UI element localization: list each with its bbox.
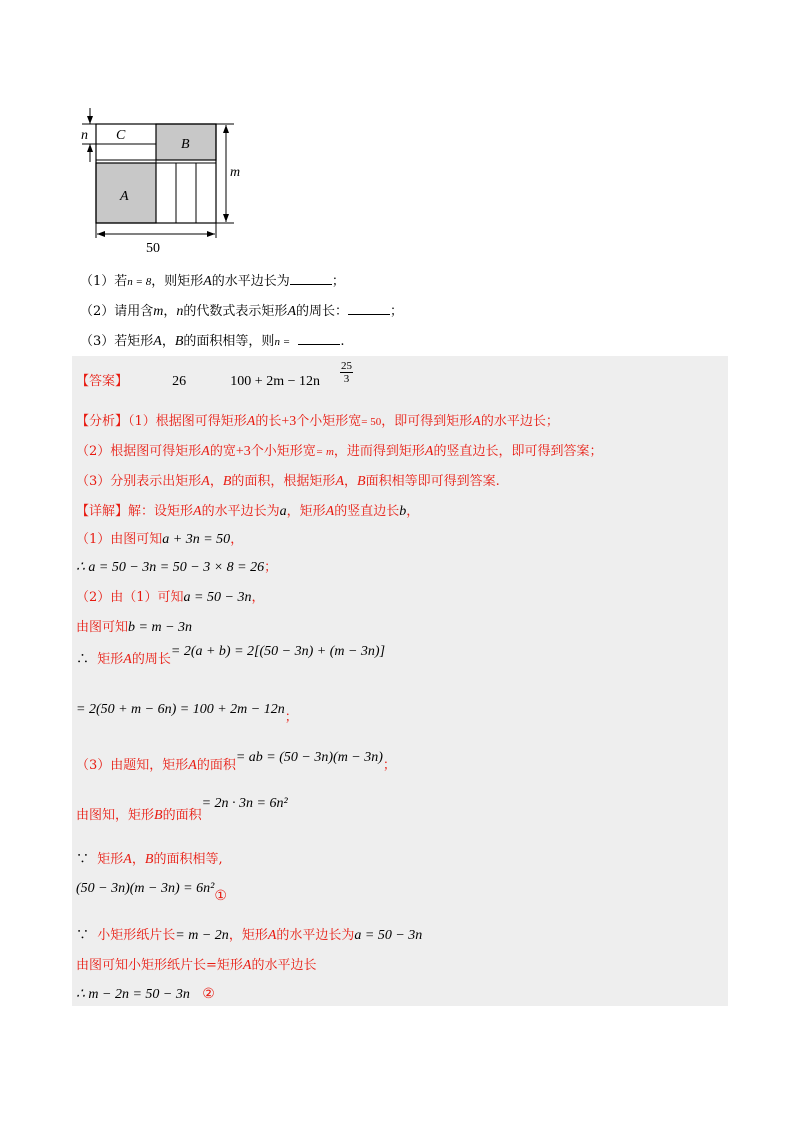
detail-step-5: ∴ 矩形A的周长= 2(a + b) = 2[(50 − 3n) + (m − 3n)] xyxy=(76,644,386,667)
question-1: （1）若n = 8，则矩形A的水平边长为 ； xyxy=(80,274,345,289)
question-3: （3）若矩形A，B的面积相等，则n = . xyxy=(80,334,345,349)
analysis-line-1: 【分析】（1）根据图可得矩形A的长+3个小矩形宽= 50，即可得到矩形A的水平边长； xyxy=(76,414,559,429)
label-B: B xyxy=(181,137,190,152)
label-A: A xyxy=(120,189,129,204)
answer-line xyxy=(76,372,320,392)
detail-step-3: （2）由（1）可知a = 50 − 3n， xyxy=(76,590,265,605)
analysis-line-2: （2）根据图可得矩形A的宽+3个小矩形宽= m，进而得到矩形A的竖直边长，即可得到答案； xyxy=(76,444,603,459)
detail-step-7: （3）由题知，矩形A的面积= ab = (50 − 3n)(m − 3n)； xyxy=(76,750,396,773)
analysis-line-3: （3）分别表示出矩形A，B的面积，根据矩形A，B面积相等即可得到答案. xyxy=(76,474,500,489)
label-50: 50 xyxy=(146,241,160,256)
detail-step-12: 由图可知小矩形纸片长=矩形A的水平边长 xyxy=(76,958,317,973)
label-n: n xyxy=(81,128,88,143)
detail-intro: 【详解】解：设矩形A的水平边长为a，矩形A的竖直边长b， xyxy=(76,504,420,519)
answer-blank[interactable] xyxy=(290,272,332,285)
answer-2: 100 + 2m − 12n xyxy=(230,374,320,389)
detail-step-2: ∴ a = 50 − 3n = 50 − 3 × 8 = 26； xyxy=(76,560,278,575)
answer-tag: 【答案】 xyxy=(76,374,129,389)
detail-step-8: 由图知，矩形B的面积= 2n · 3n = 6n² xyxy=(76,796,288,823)
question-2: （2）请用含m，n的代数式表示矩形A的周长： ； xyxy=(80,304,404,319)
answer-blank[interactable] xyxy=(348,302,390,315)
detail-step-13: ∴ m − 2n = 50 − 3n ② xyxy=(76,986,215,1002)
detail-step-10: (50 − 3n)(m − 3n) = 6n²① xyxy=(76,881,227,904)
detail-step-11: ∵ 小矩形纸片长= m − 2n，矩形A的水平边长为a = 50 − 3n xyxy=(76,928,423,943)
detail-step-9: ∵ 矩形A，B的面积相等, xyxy=(76,852,223,867)
label-C: C xyxy=(116,128,126,143)
geometry-figure xyxy=(78,104,258,258)
detail-step-4: 由图可知b = m − 3n xyxy=(76,620,193,635)
detail-step-6: = 2(50 + m − 6n) = 100 + 2m − 12n； xyxy=(76,702,298,725)
detail-step-1: （1）由图可知a + 3n = 50， xyxy=(76,532,244,547)
label-m: m xyxy=(230,165,241,180)
answer-3-fraction: $\frac{25}{3}$ xyxy=(341,360,352,385)
answer-1: 26 xyxy=(172,374,187,389)
answer-blank[interactable] xyxy=(298,332,340,345)
